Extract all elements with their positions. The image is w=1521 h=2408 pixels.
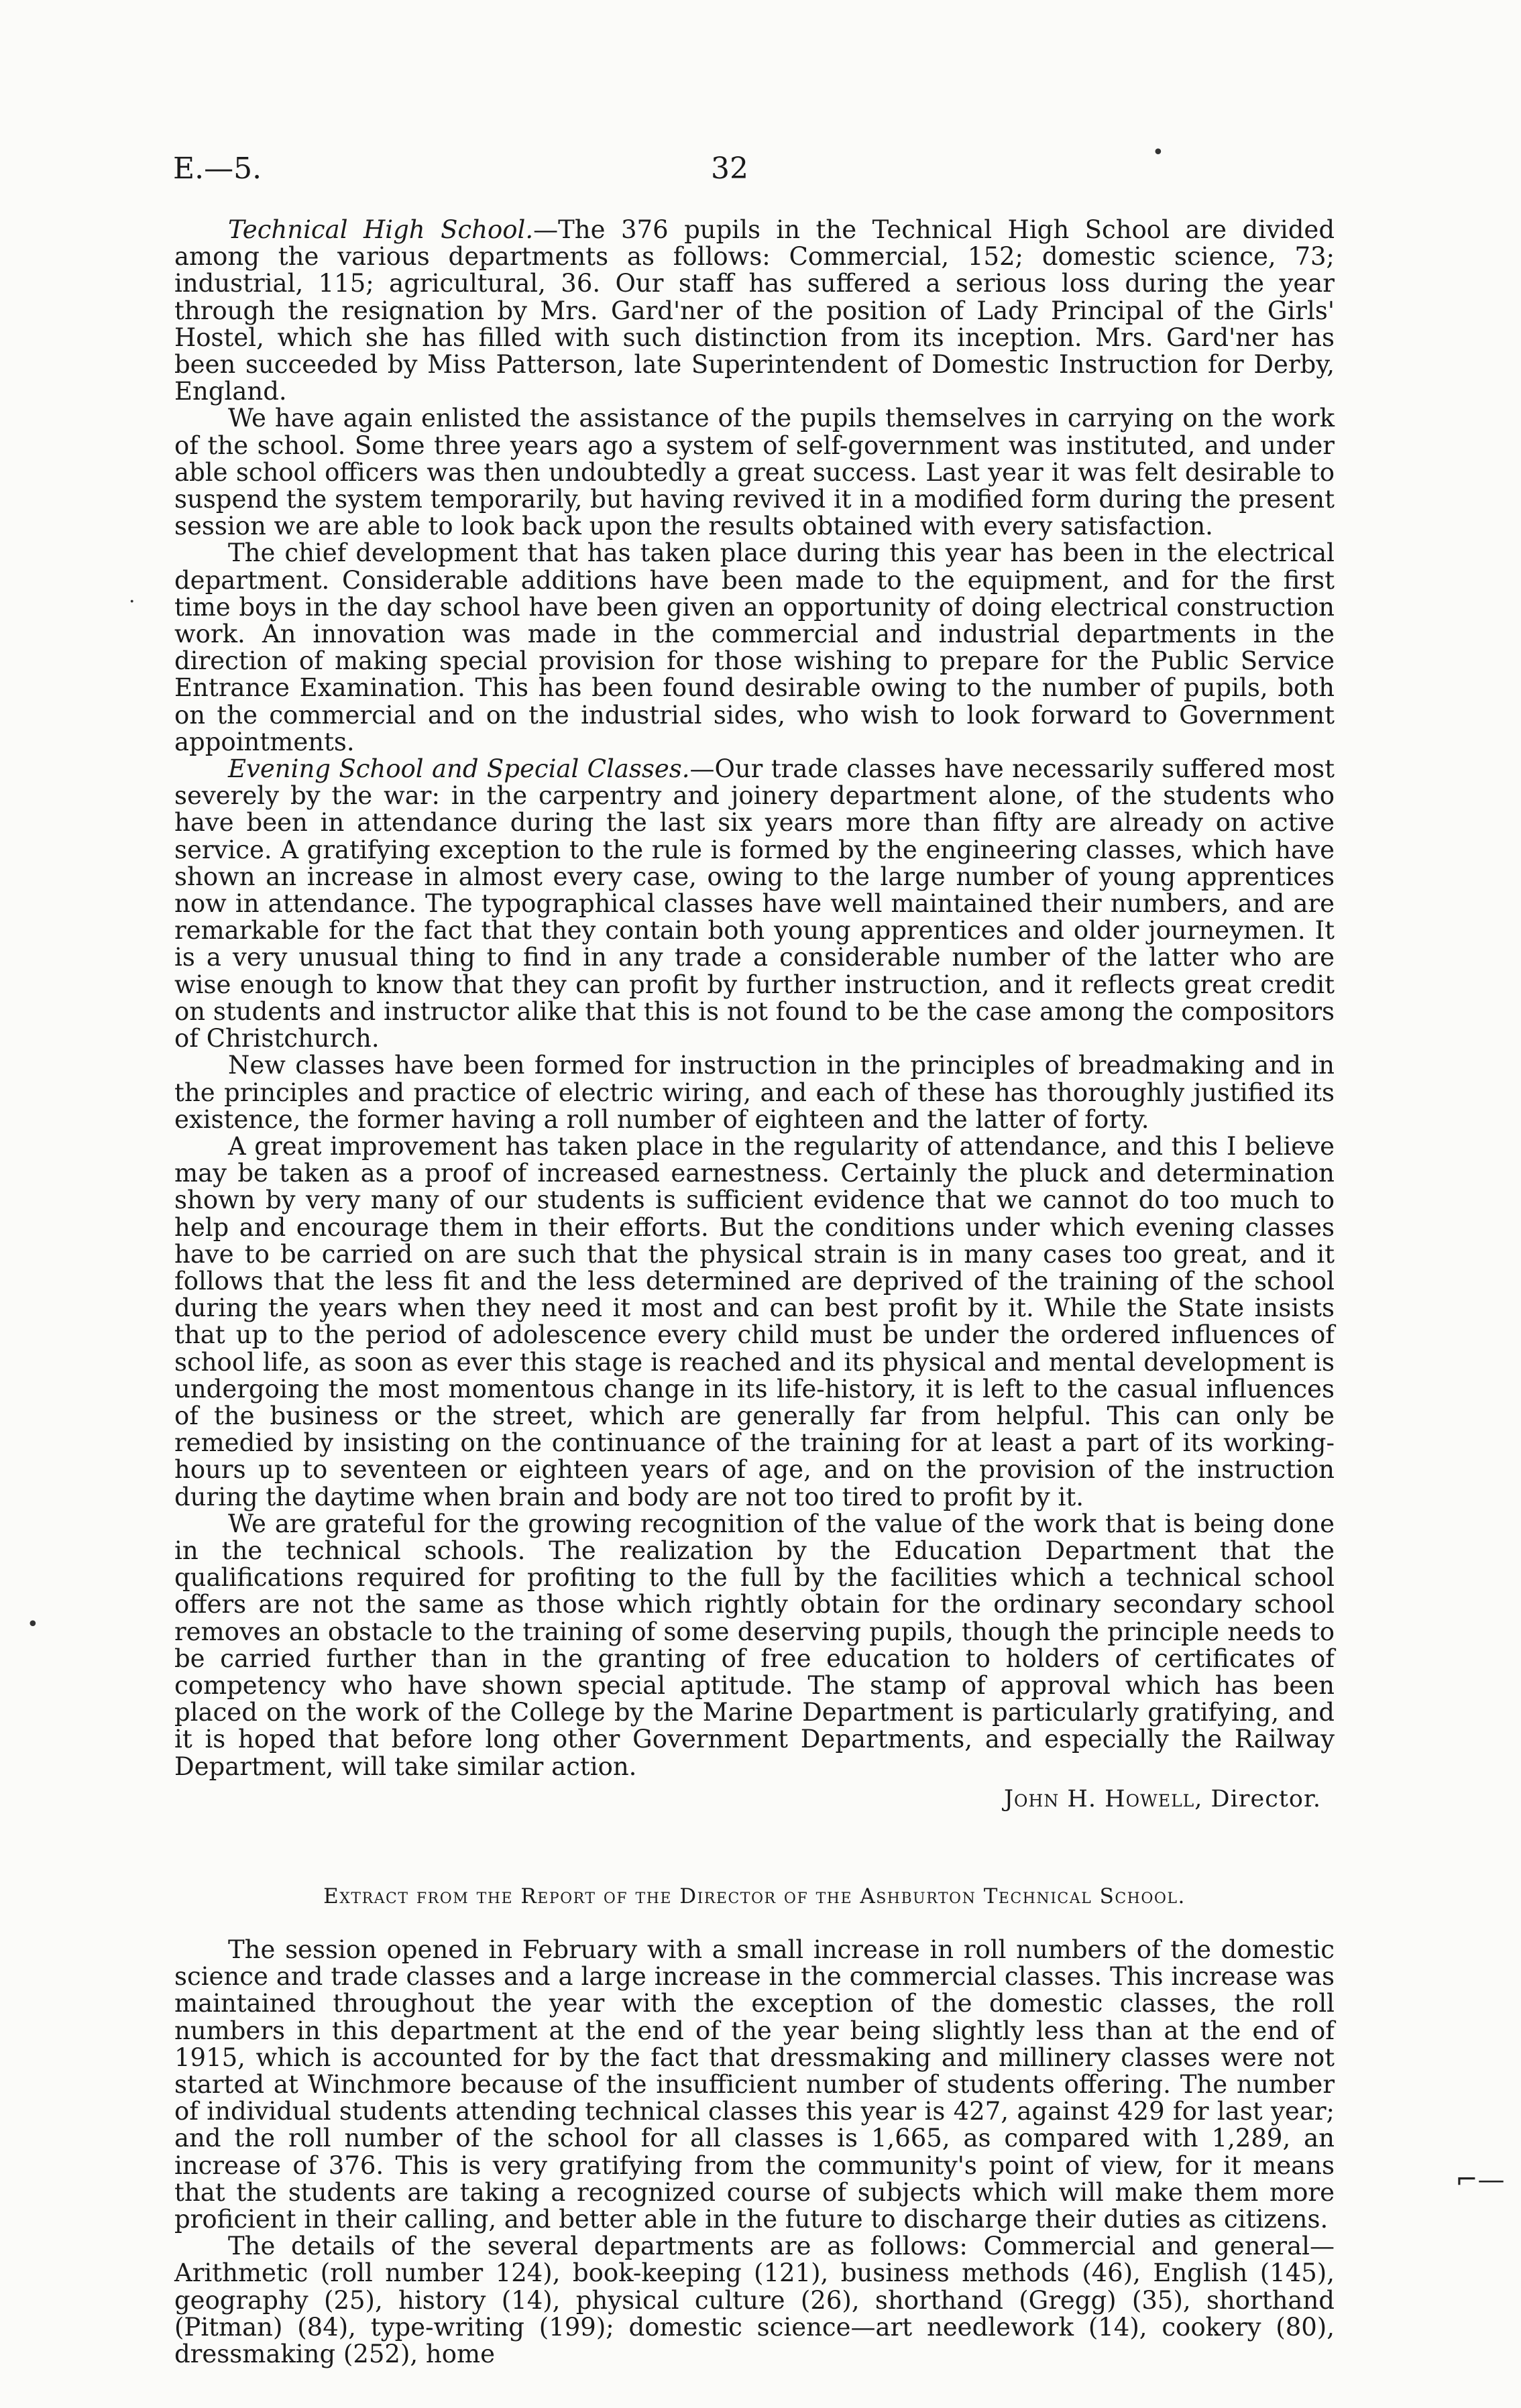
signature-name: John H. Howell, (1004, 1785, 1203, 1813)
signature (174, 1786, 1321, 1813)
paragraph: New classes have been formed for instruction in the principles of breadmaking and in the principles and practice of electric wiring, and each of these has thoroughly justified its existence, the former having a roll number of eighteen and the latter of forty. (174, 1051, 1335, 1134)
margin-mark-dot: • (27, 1613, 39, 1636)
margin-mark-dash: ⌐— (1455, 2165, 1505, 2195)
document-body (174, 217, 1335, 2368)
paragraph-lead-italic: Technical High School. (228, 215, 534, 244)
page-number: 32 (711, 152, 748, 186)
paragraph: A great improvement has taken place in the regularity of attendance, and this I believe may be taken as a proof of increased earnestness. Certainly the pluck and determination shown by very many of our students is sufficient evidence that we cannot do too much to help and encourage them in their efforts. But the conditions under which evening classes have to be carried on are such that the physical strain is in many cases too great, and it follows that the less fit and the less determined are deprived of the training of the school during the years when they need it most and can best profit by it. While the State insists that up to the period of adolescence every child must be under the ordered influences of school life, as soon as ever this stage is reached and its physical and mental development is undergoing the most momentous change in its life-history, it is left to the casual influences of the business or the street, which are generally far from helpful. This can only be remedied by insisting on the continuance of the training for at least a part of its working-hours up to seventeen or eighteen years of age, and on the provision of the instruction during the daytime when brain and body are not too tired to profit by it. (174, 1131, 1335, 1511)
signature-role: Director. (1210, 1785, 1321, 1813)
margin-mark-dot: • (1152, 141, 1164, 164)
paragraph-text: —Our trade classes have necessarily suffered most severely by the war: in the carpentry and joinery department alone, of the students who have been in attendance during the last six years more than fifty are already on active service. A gratifying exception to the rule is formed by the engineering classes, which have shown an increase in almost every case, owing to the large number of young apprentices now in attendance. The typographical classes have well maintained their numbers, and are remarkable for the fact that they contain both young apprentices and older journeymen. It is a very unusual thing to find in any trade a considerable number of the latter who are wise enough to know that they can profit by further instruction, and it reflects great credit on students and instructor alike that this is not found to be the case among the compositors of Christchurch. (174, 754, 1335, 1053)
paragraph: The session opened in February with a small increase in roll numbers of the domestic science and trade classes and a large increase in the commercial classes. This increase was maintained throughout the year with the exception of the domestic classes, the roll numbers in this department at the end of the year being slightly less than at the end of 1915, which is accounted for by the fact that dressmaking and millinery classes were not started at Winchmore because of the insufficient number of students offering. The number of individual students attending technical classes this year is 427, against 429 for last year; and the roll number of the school for all classes is 1,665, as compared with 1,289, an increase of 376. This is very gratifying from the community's point of view, for it means that the students are taking a recognized course of subjects which will make them more proficient in their calling, and better able in the future to discharge their duties as citizens. (174, 1935, 1335, 2234)
paragraph-evening-school (174, 756, 1335, 1052)
paragraph: The chief development that has taken place during this year has been in the electrical department. Considerable additions have been made to the equipment, and for the first time boys in the day school have been given an opportunity of doing electrical construction work. An innovation was made in the commercial and industrial departments in the direction of making special provision for those wishing to prepare for the Public Service Entrance Examination. This has been found desirable owing to the number of pupils, both on the commercial and on the industrial sides, who wish to look forward to Government appointments. (174, 538, 1335, 756)
section-heading: Extract from the Report of the Director of the Ashburton Technical School. (323, 1884, 1186, 1908)
margin-mark-dot: · (129, 590, 135, 614)
paragraph-technical-high-school (174, 217, 1335, 405)
paragraph-lead-italic: Evening School and Special Classes. (228, 754, 690, 784)
document-code: E.—5. (173, 152, 262, 186)
paragraph: We have again enlisted the assistance of the pupils themselves in carrying on the work of the school. Some three years ago a system of self-government was instituted, and under able school officers was then undoubtedly a great success. Last year it was felt desirable to suspend the system temporarily, but having revived it in a modified form during the present session we are able to look back upon the results obtained with every satisfaction. (174, 404, 1335, 541)
paragraph-text: —The 376 pupils in the Technical High School are divided among the various departments as follows: Commercial, 152; domestic science, 73; industrial, 115; agricultural, 36. Our staff has suffered a serious loss during the year through the resignation by Mrs. Gard'ner of the position of Lady Principal of the Girls' Hostel, which she has filled with such distinction from its inception. Mrs. Gard'ner has been succeeded by Miss Patterson, late Superintendent of Domestic Instruction for Derby, England. (174, 215, 1335, 406)
paragraph: We are grateful for the growing recognition of the value of the work that is being done in the technical schools. The realization by the Education Department that the qualifications required for profiting to the full by the facilities which a technical school offers are not the same as those which rightly obtain for the ordinary secondary school removes an obstacle to the training of some deserving pupils, though the principle needs to be carried further than in the granting of free education to holders of certificates of competency who have shown special aptitude. The stamp of approval which has been placed on the work of the College by the Marine Department is particularly gratifying, and it is hoped that before long other Government Departments, and especially the Railway Department, will take similar action. (174, 1509, 1335, 1781)
paragraph: The details of the several departments are as follows: Commercial and general—Arithmetic (roll number 124), book-keeping (121), business methods (46), English (145), geography (25), history (14), physical culture (26), shorthand (Gregg) (35), shorthand (Pitman) (84), type-writing (199); domestic science—art needlework (14), cookery (80), dressmaking (252), home (174, 2232, 1335, 2369)
